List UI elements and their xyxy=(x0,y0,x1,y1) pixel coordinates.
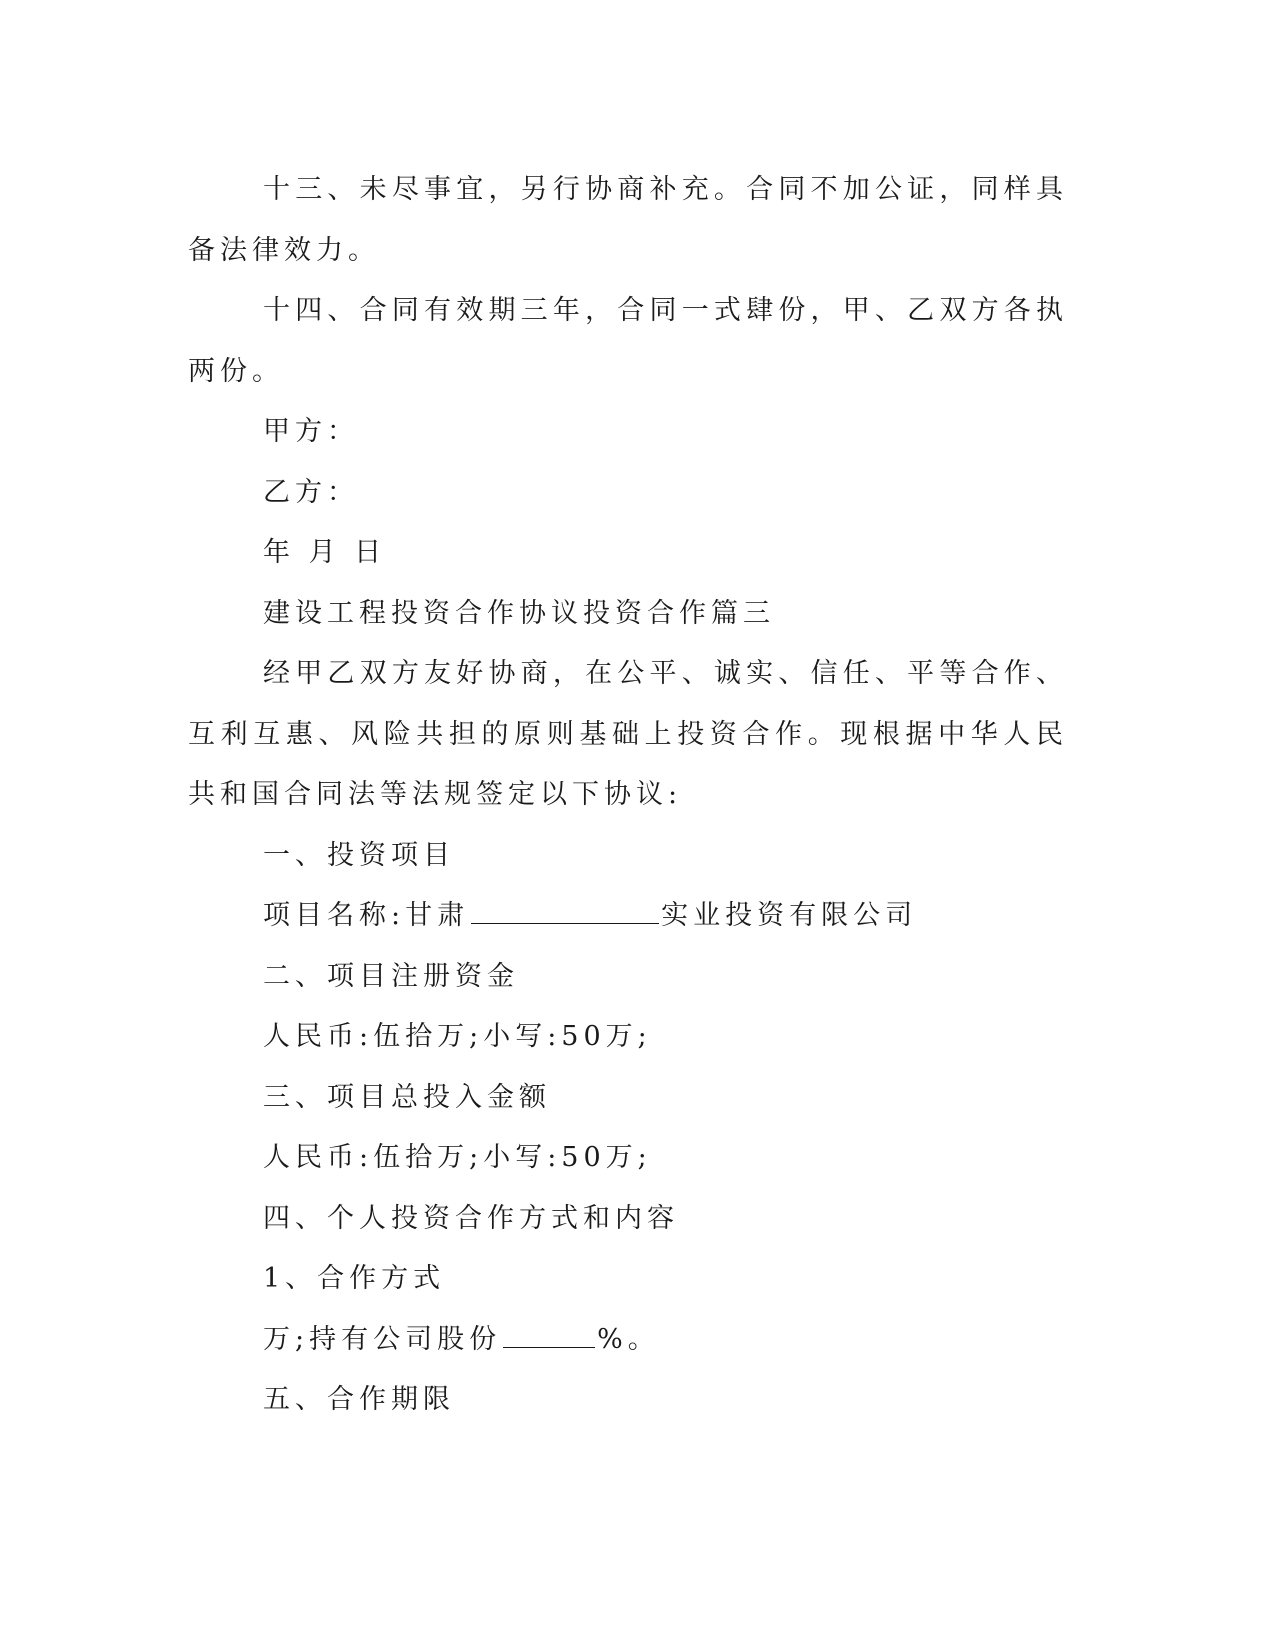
project-name-suffix: 实业投资有限公司 xyxy=(661,900,918,931)
clause-14: 十四、合同有效期三年，合同一式肆份，甲、乙双方各执两份。 xyxy=(188,295,1068,387)
shares-blank xyxy=(503,1317,595,1348)
project-name-line xyxy=(188,886,1068,947)
document-body xyxy=(188,160,1068,1431)
intro-paragraph: 经甲乙双方友好协商，在公平、诚实、信任、平等合作、互利互惠、风险共担的原则基础上投资合作。现根据中华人民共和国合同法等法规签定以下协议: xyxy=(188,658,1068,810)
heading-total-investment: 三、项目总投入金额 xyxy=(263,1081,551,1113)
heading-cooperation-method: 四、个人投资合作方式和内容 xyxy=(263,1202,679,1234)
party-b-label: 乙方： xyxy=(263,476,359,508)
heading-investment-project: 一、投资项目 xyxy=(263,839,455,871)
subheading-cooperation-method: 1、合作方式 xyxy=(263,1263,446,1294)
shares-prefix: 万;持有公司股份 xyxy=(263,1323,502,1355)
heading-cooperation-period: 五、合作期限 xyxy=(263,1384,455,1415)
project-name-prefix: 项目名称:甘肃 xyxy=(263,900,470,931)
shares-suffix: %。 xyxy=(597,1323,660,1355)
party-a-label: 甲方： xyxy=(263,416,359,447)
total-investment-amount: 人民币:伍拾万;小写:50万; xyxy=(263,1142,652,1173)
date-line: 年 月 日 xyxy=(263,537,387,568)
heading-registered-capital: 二、项目注册资金 xyxy=(263,960,519,992)
section-title: 建设工程投资合作协议投资合作篇三 xyxy=(263,597,775,629)
clause-13: 十三、未尽事宜，另行协商补充。合同不加公证，同样具备法律效力。 xyxy=(188,174,1068,266)
project-name-blank xyxy=(471,893,659,924)
shares-line xyxy=(188,1310,1068,1371)
registered-capital-amount: 人民币:伍拾万;小写:50万; xyxy=(263,1021,652,1052)
